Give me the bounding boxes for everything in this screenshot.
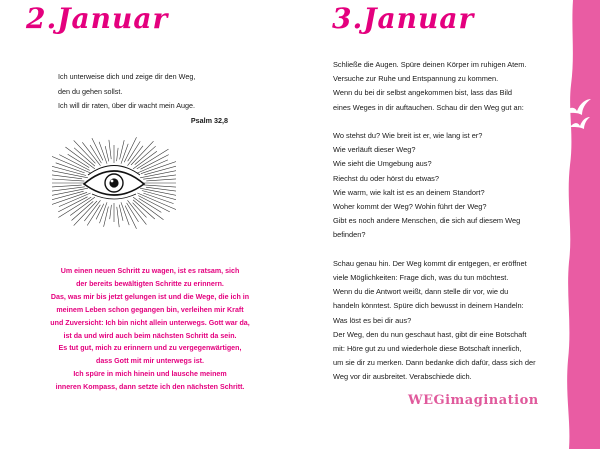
prayer-text xyxy=(28,265,272,394)
ray-line xyxy=(138,196,170,212)
text-line: Gibt es noch andere Menschen, die sich auf diesem Weg xyxy=(333,216,521,226)
text-line: um sie dir zu merken. Dann bedanke dich dafür, dass sich der xyxy=(333,358,536,368)
text-line: Versuche zur Ruhe und Entspannung zu kommen. xyxy=(333,74,499,84)
paragraph xyxy=(333,58,573,115)
paragraph xyxy=(333,257,573,385)
quote-line: den du gehen sollst. xyxy=(58,86,123,96)
text-line: Weg vor dir ausbreitet. Verabschiede dich. xyxy=(333,372,472,382)
prayer-line: meinem Leben schon gegangen bin, verleihen mir Kraft xyxy=(56,305,244,314)
ray-line xyxy=(59,193,91,207)
paragraph xyxy=(333,129,573,243)
ray-line xyxy=(110,205,112,219)
left-page-title: 2.Januar xyxy=(26,2,169,35)
text-line: Wie sieht die Umgebung aus? xyxy=(333,159,432,169)
text-line: viele Möglichkeiten: Frage dich, was du tun möchtest. xyxy=(333,273,509,283)
text-line: Woher kommt der Weg? Wohin führt der Weg? xyxy=(333,202,487,212)
ray-line xyxy=(128,200,147,224)
text-line: Wo stehst du? Wie breit ist er, wie lang ist er? xyxy=(333,131,483,140)
right-page xyxy=(300,0,600,449)
quote-line: Ich will dir raten, über dir wacht mein Auge. xyxy=(58,101,196,111)
ray-line xyxy=(146,179,176,181)
ray-line xyxy=(109,140,111,159)
text-line: mit: Höre gut zu und wiederhole diese Botschaft innerlich, xyxy=(333,344,522,354)
brand-wordmark: WEGimagination xyxy=(408,393,539,408)
ray-line xyxy=(139,198,162,212)
prayer-line: Ich spüre in mich hinein und lausche meinem xyxy=(73,370,227,379)
text-line: Was löst es bei dir aus? xyxy=(333,315,412,325)
text-line: befinden? xyxy=(333,230,366,240)
ray-line xyxy=(131,141,154,165)
quote-reference: Psalm 32,8 xyxy=(190,115,228,125)
prayer-line: der bereits bewältigten Schritte zu erinnern. xyxy=(76,279,224,288)
text-line: Riechst du oder hörst du etwas? xyxy=(333,173,439,183)
ray-line xyxy=(52,185,82,187)
text-line: eines Weges in dir auftauchen. Schau dir den Weg gut an: xyxy=(333,102,524,112)
ray-line xyxy=(135,146,156,164)
ray-line xyxy=(117,148,119,161)
ray-line xyxy=(141,155,169,170)
prayer-line: und Zuversicht: Ich bin nicht allein unterwegs. Gott war da, xyxy=(50,318,250,327)
right-page-title: 3.Januar xyxy=(332,2,475,35)
meditation-text xyxy=(333,58,573,399)
prayer-line: dass Gott mit mir unterwegs ist. xyxy=(95,357,204,366)
ray-line xyxy=(52,174,82,178)
ray-line xyxy=(117,207,119,227)
ray-line xyxy=(72,201,94,220)
text-line: Wenn du die Antwort weißt, dann stelle dir vor, wie du xyxy=(333,287,509,297)
text-line: Wie verläuft dieser Weg? xyxy=(333,145,416,155)
prayer-line: Das, was mir bis jetzt gelungen ist und die Wege, die ich in xyxy=(50,292,250,301)
text-line: Schließe die Augen. Spüre deinen Körper im ruhigen Atem. xyxy=(333,60,527,69)
ray-line xyxy=(105,146,109,161)
eye-illustration-icon xyxy=(52,132,176,236)
quote-line: Ich unterweise dich und zeige dir den Weg, xyxy=(58,72,196,81)
prayer-line: inneren Kompass, dann setzte ich den nächsten Schritt. xyxy=(55,383,245,392)
ray-line xyxy=(58,197,87,212)
ray-line xyxy=(99,142,107,164)
ray-line xyxy=(74,148,95,166)
ray-line xyxy=(82,142,100,165)
text-line: Der Weg, den du nun geschaut hast, gibt dir eine Botschaft xyxy=(333,329,527,339)
ray-line xyxy=(74,201,97,226)
prayer-line: Um einen neuen Schritt zu wagen, ist es ratsam, sich xyxy=(60,267,240,275)
ray-line xyxy=(137,160,168,173)
ray-line xyxy=(137,193,176,211)
ray-line xyxy=(121,144,128,164)
text-line: Wie warm, wie kalt ist es an deinem Standort? xyxy=(333,187,485,197)
ray-line xyxy=(52,156,91,173)
ray-line xyxy=(59,155,89,171)
pink-side-band xyxy=(560,0,600,449)
prayer-line: Es tut gut, mich zu erinnern und zu vergegenwärtigen, xyxy=(58,344,242,353)
ray-line xyxy=(96,204,104,220)
bible-quote xyxy=(58,70,228,128)
text-line: Wenn du bei dir selbst angekommen bist, lass das Bild xyxy=(333,88,512,98)
prayer-line: ist da und wird auch beim nächsten Schritt da sein. xyxy=(63,331,237,340)
ray-line xyxy=(146,187,176,192)
text-line: Schau genau hin. Der Weg kommt dir entgegen, er eröffnet xyxy=(333,258,527,268)
text-line: handeln könntest. Spüre dich bewusst in deinem Handeln: xyxy=(333,301,524,311)
